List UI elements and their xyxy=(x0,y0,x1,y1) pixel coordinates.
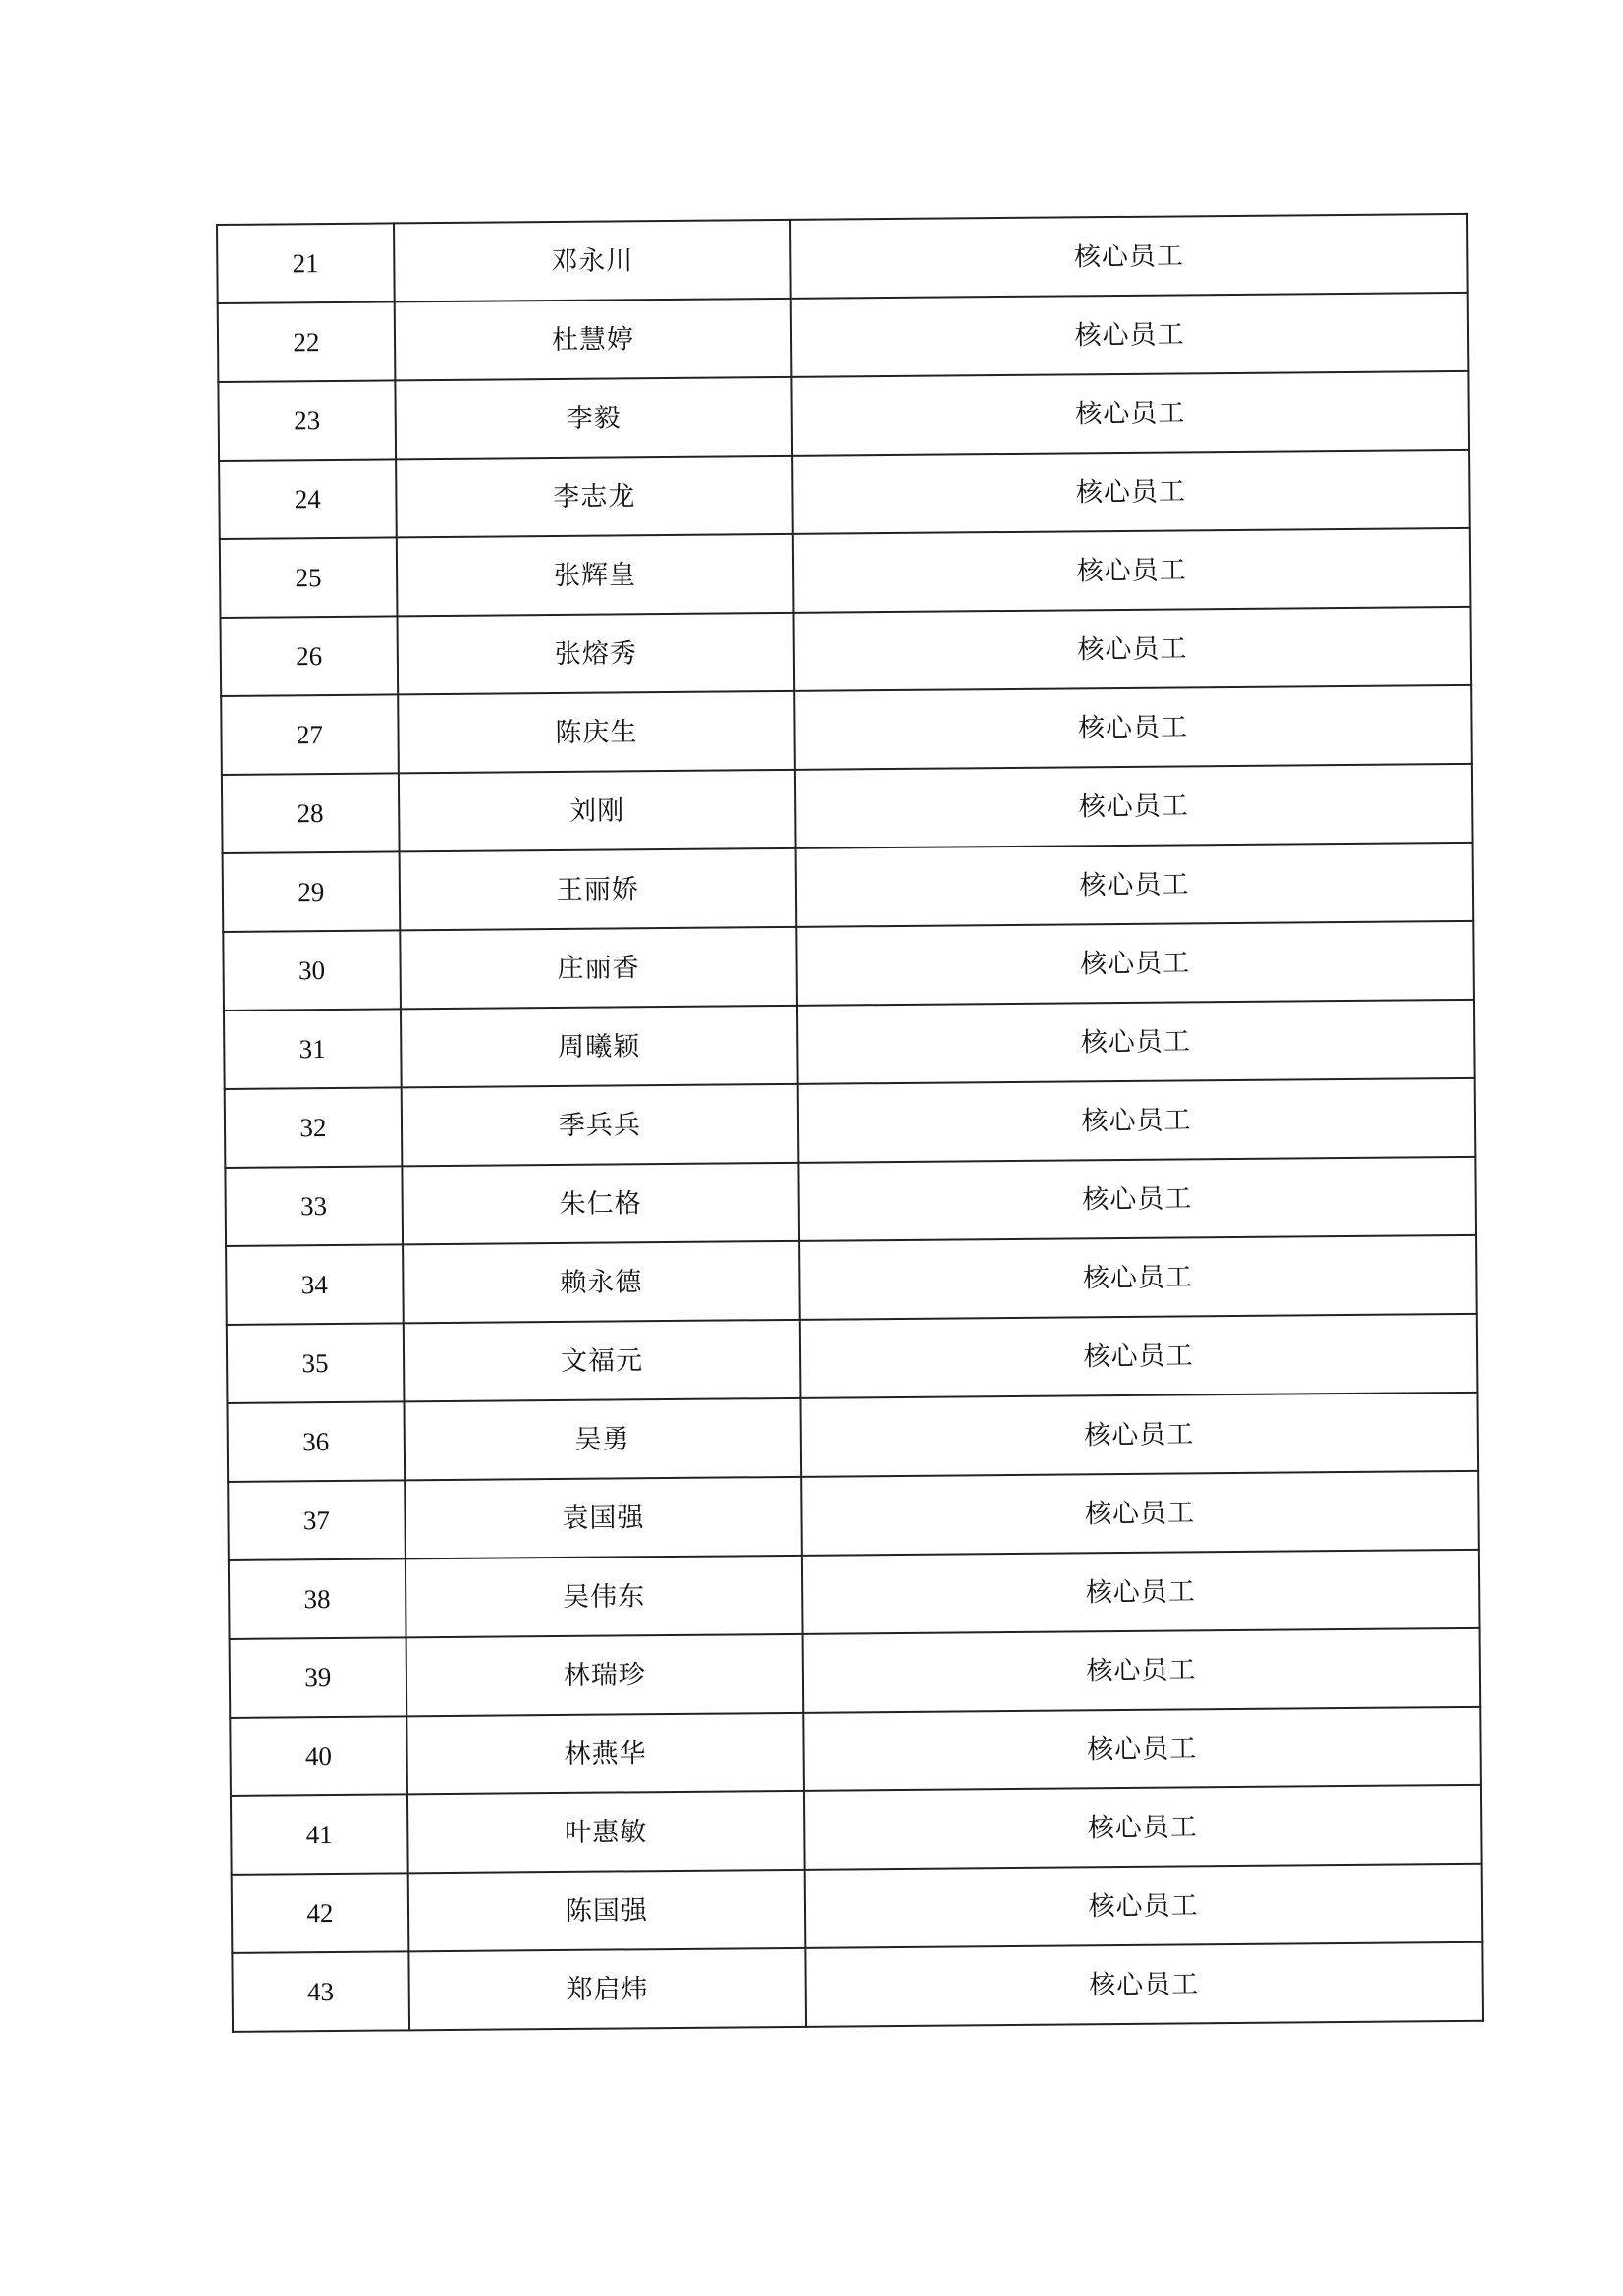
row-number: 38 xyxy=(229,1558,406,1639)
row-number: 34 xyxy=(226,1244,403,1325)
table-row xyxy=(218,293,1469,382)
row-number: 30 xyxy=(223,930,400,1011)
employee-role: 核心员工 xyxy=(796,921,1474,1006)
employee-role: 核心员工 xyxy=(802,1550,1480,1634)
table-row xyxy=(232,1864,1483,1953)
employee-name: 邓永川 xyxy=(394,220,791,302)
employee-role: 核心员工 xyxy=(794,685,1472,770)
table-row xyxy=(223,921,1474,1011)
row-number: 42 xyxy=(232,1873,408,1953)
row-number: 40 xyxy=(230,1716,406,1796)
employee-name: 季兵兵 xyxy=(401,1084,798,1167)
row-number: 41 xyxy=(231,1794,407,1875)
row-number: 31 xyxy=(224,1009,401,1089)
row-number: 32 xyxy=(225,1087,402,1168)
row-number: 22 xyxy=(218,301,395,382)
roster-body xyxy=(217,214,1483,2032)
table-row xyxy=(231,1785,1482,1875)
employee-role: 核心员工 xyxy=(791,371,1469,456)
employee-name: 王丽娇 xyxy=(399,848,796,931)
row-number: 39 xyxy=(230,1637,406,1718)
employee-role: 核心员工 xyxy=(796,843,1474,927)
employee-role: 核心员工 xyxy=(801,1471,1479,1556)
employee-role: 核心员工 xyxy=(790,214,1468,299)
employee-name: 文福元 xyxy=(404,1320,801,1402)
employee-role: 核心员工 xyxy=(791,293,1469,377)
row-number: 29 xyxy=(223,851,400,932)
employee-role: 核心员工 xyxy=(803,1707,1481,1791)
employee-role: 核心员工 xyxy=(803,1628,1481,1713)
table-row xyxy=(229,1550,1480,1639)
table-row xyxy=(227,1393,1478,1482)
row-number: 37 xyxy=(228,1480,405,1560)
employee-name: 林燕华 xyxy=(406,1713,804,1795)
employee-role: 核心员工 xyxy=(805,1864,1483,1948)
table-row xyxy=(228,1471,1479,1560)
employee-name: 林瑞珍 xyxy=(406,1634,803,1717)
table-row xyxy=(222,764,1473,853)
employee-roster-table xyxy=(216,213,1484,2033)
table-row xyxy=(220,528,1471,618)
row-number: 23 xyxy=(218,380,395,461)
row-number: 35 xyxy=(227,1323,404,1403)
employee-name: 刘刚 xyxy=(399,770,796,852)
employee-role: 核心员工 xyxy=(804,1785,1482,1870)
table-row xyxy=(223,843,1474,932)
row-number: 43 xyxy=(232,1951,408,2032)
employee-role: 核心员工 xyxy=(792,450,1470,534)
employee-role: 核心员工 xyxy=(798,1078,1476,1163)
employee-role: 核心员工 xyxy=(805,1942,1483,2027)
employee-name: 赖永德 xyxy=(403,1241,800,1324)
employee-role: 核心员工 xyxy=(795,764,1473,848)
employee-name: 庄丽香 xyxy=(400,927,797,1010)
table-row xyxy=(218,371,1469,461)
employee-name: 杜慧婷 xyxy=(394,299,791,381)
table-row xyxy=(224,1000,1475,1089)
employee-name: 张辉皇 xyxy=(397,534,794,617)
table-row xyxy=(225,1078,1476,1168)
employee-name: 叶惠敏 xyxy=(407,1791,805,1874)
employee-name: 吴伟东 xyxy=(406,1556,803,1638)
table-row xyxy=(226,1235,1477,1325)
employee-name: 李志龙 xyxy=(396,456,793,538)
row-number: 27 xyxy=(221,694,398,775)
employee-role: 核心员工 xyxy=(793,528,1471,613)
employee-name: 袁国强 xyxy=(405,1477,802,1559)
employee-name: 郑启炜 xyxy=(408,1948,806,2031)
table-row xyxy=(227,1314,1478,1403)
row-number: 24 xyxy=(219,459,396,539)
row-number: 33 xyxy=(225,1166,402,1246)
employee-role: 核心员工 xyxy=(794,607,1472,691)
employee-name: 陈国强 xyxy=(407,1870,805,1952)
employee-name: 朱仁格 xyxy=(402,1163,799,1245)
employee-name: 周曦颖 xyxy=(401,1006,798,1088)
row-number: 21 xyxy=(217,223,394,303)
table-row xyxy=(219,450,1470,539)
table-row xyxy=(225,1157,1476,1246)
employee-name: 张熔秀 xyxy=(397,613,794,695)
table-row xyxy=(217,214,1468,303)
employee-role: 核心员工 xyxy=(800,1314,1478,1398)
table-row xyxy=(230,1707,1481,1796)
employee-role: 核心员工 xyxy=(798,1157,1476,1241)
table-row xyxy=(220,607,1471,696)
employee-role: 核心员工 xyxy=(799,1235,1477,1320)
employee-role: 核心员工 xyxy=(797,1000,1475,1084)
table-row xyxy=(221,685,1472,775)
table-row xyxy=(230,1628,1481,1718)
row-number: 25 xyxy=(220,537,397,618)
employee-name: 李毅 xyxy=(395,377,792,460)
table-row xyxy=(232,1942,1483,2032)
row-number: 36 xyxy=(227,1401,404,1482)
row-number: 26 xyxy=(220,616,397,696)
employee-role: 核心员工 xyxy=(801,1393,1479,1477)
row-number: 28 xyxy=(222,773,399,853)
employee-name: 吴勇 xyxy=(404,1398,801,1481)
employee-name: 陈庆生 xyxy=(398,691,795,774)
